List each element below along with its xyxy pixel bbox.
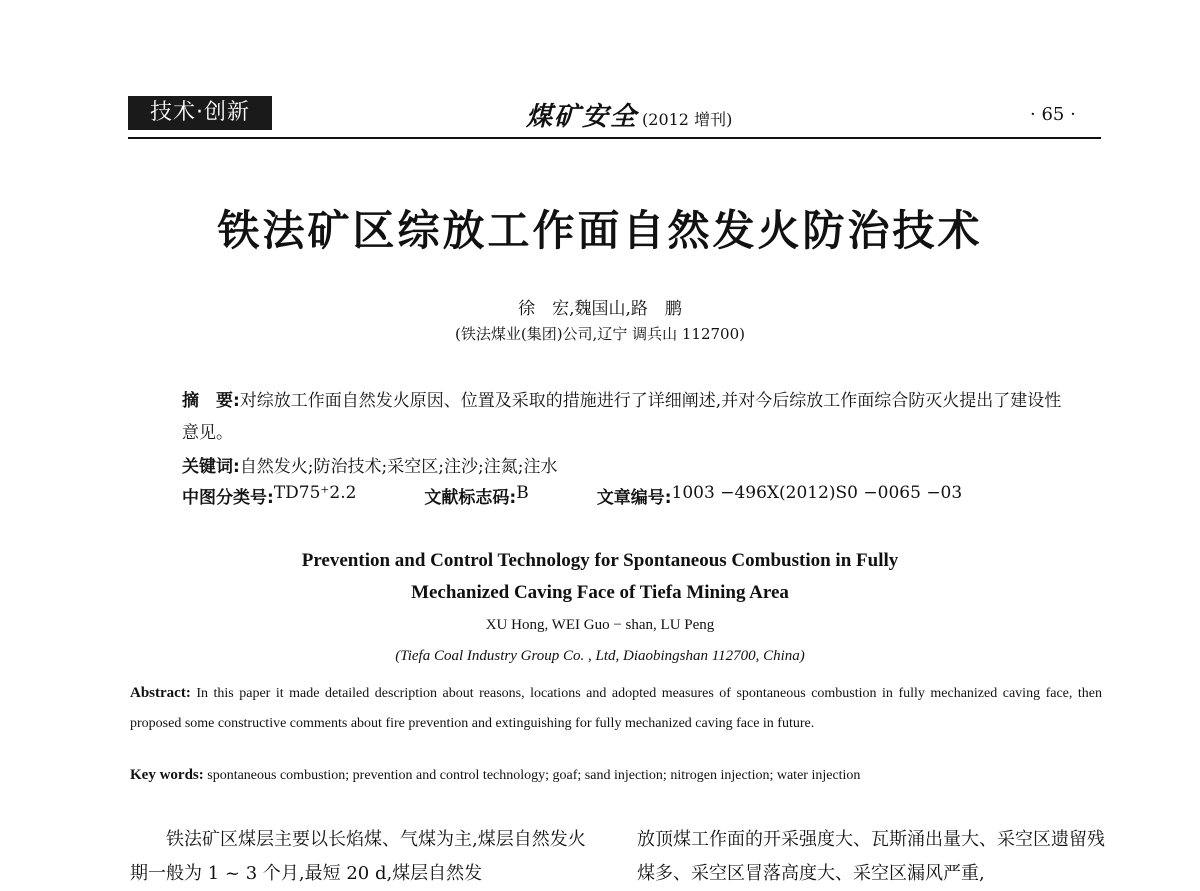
body-right-column: 放顶煤工作面的开采强度大、瓦斯涌出量大、采空区遗留残煤多、采空区冒落高度大、采空区漏风严重,	[637, 829, 1105, 884]
journal-issue: (2012 增刊)	[642, 110, 733, 129]
clc-label: 中图分类号:	[182, 488, 274, 508]
keywords-cn-label: 关键词:	[182, 457, 240, 477]
keywords-en-label: Key words:	[130, 767, 204, 783]
abstract-cn-label: 摘 要:	[182, 391, 240, 411]
journal-name: 煤矿安全	[526, 102, 639, 132]
affiliation-en: (Tiefa Coal Industry Group Co. , Ltd, Diaobingshan 112700, China)	[395, 648, 805, 664]
classification-line	[182, 483, 1082, 508]
keywords-cn-text: 自然发火;防治技术;采空区;注沙;注氮;注水	[239, 457, 558, 477]
doc-code-value: B	[516, 483, 529, 503]
page-number: · 65 ·	[1030, 104, 1076, 125]
body-left-column: 铁法矿区煤层主要以长焰煤、气煤为主,煤层自然发火期一般为 1 ~ 3 个月,最短 20 d,煤层自然发	[130, 829, 586, 884]
keywords-en-text: spontaneous combustion; prevention and control technology; goaf; sand injection; nitrogen injection; water injection	[203, 768, 861, 783]
paper-title-cn: 铁法矿区综放工作面自然发火防治技术	[217, 206, 983, 255]
keywords-cn	[182, 452, 557, 477]
abstract-cn-text: 对综放工作面自然发火原因、位置及采取的措施进行了详细阐述,并对今后综放工作面综合防灭火提出了建设性意见。	[182, 391, 1062, 443]
abstract-cn	[182, 385, 1062, 449]
journal-header	[526, 96, 732, 132]
article-no-value: 1003 −496X(2012)S0 −0065 −03	[671, 483, 963, 503]
keywords-en	[130, 767, 1102, 784]
section-tag: 技术·创新	[128, 96, 272, 130]
paper-title-en-line2: Mechanized Caving Face of Tiefa Mining Area	[411, 582, 789, 603]
affiliation-cn: (铁法煤业(集团)公司,辽宁 调兵山 112700)	[455, 325, 745, 343]
paper-title-en-line1: Prevention and Control Technology for Spontaneous Combustion in Fully	[301, 550, 899, 571]
abstract-en-label: Abstract:	[130, 685, 191, 701]
abstract-en	[130, 678, 1102, 739]
header-rule	[128, 137, 1101, 139]
authors-en: XU Hong, WEI Guo − shan, LU Peng	[485, 617, 715, 633]
abstract-en-text: In this paper it made detailed description about reasons, locations and adopted measures of spontaneous combustion in fully mechanized caving face, then proposed some constructive comments about fire prevention and extinguishing for fully mechanized caving face in future.	[130, 686, 1102, 731]
doc-code-label: 文献标志码:	[424, 488, 517, 508]
clc-value: TD75⁺2.2	[273, 483, 357, 503]
article-no-label: 文章编号:	[596, 488, 672, 508]
authors-cn: 徐 宏,魏国山,路 鹏	[518, 299, 682, 319]
